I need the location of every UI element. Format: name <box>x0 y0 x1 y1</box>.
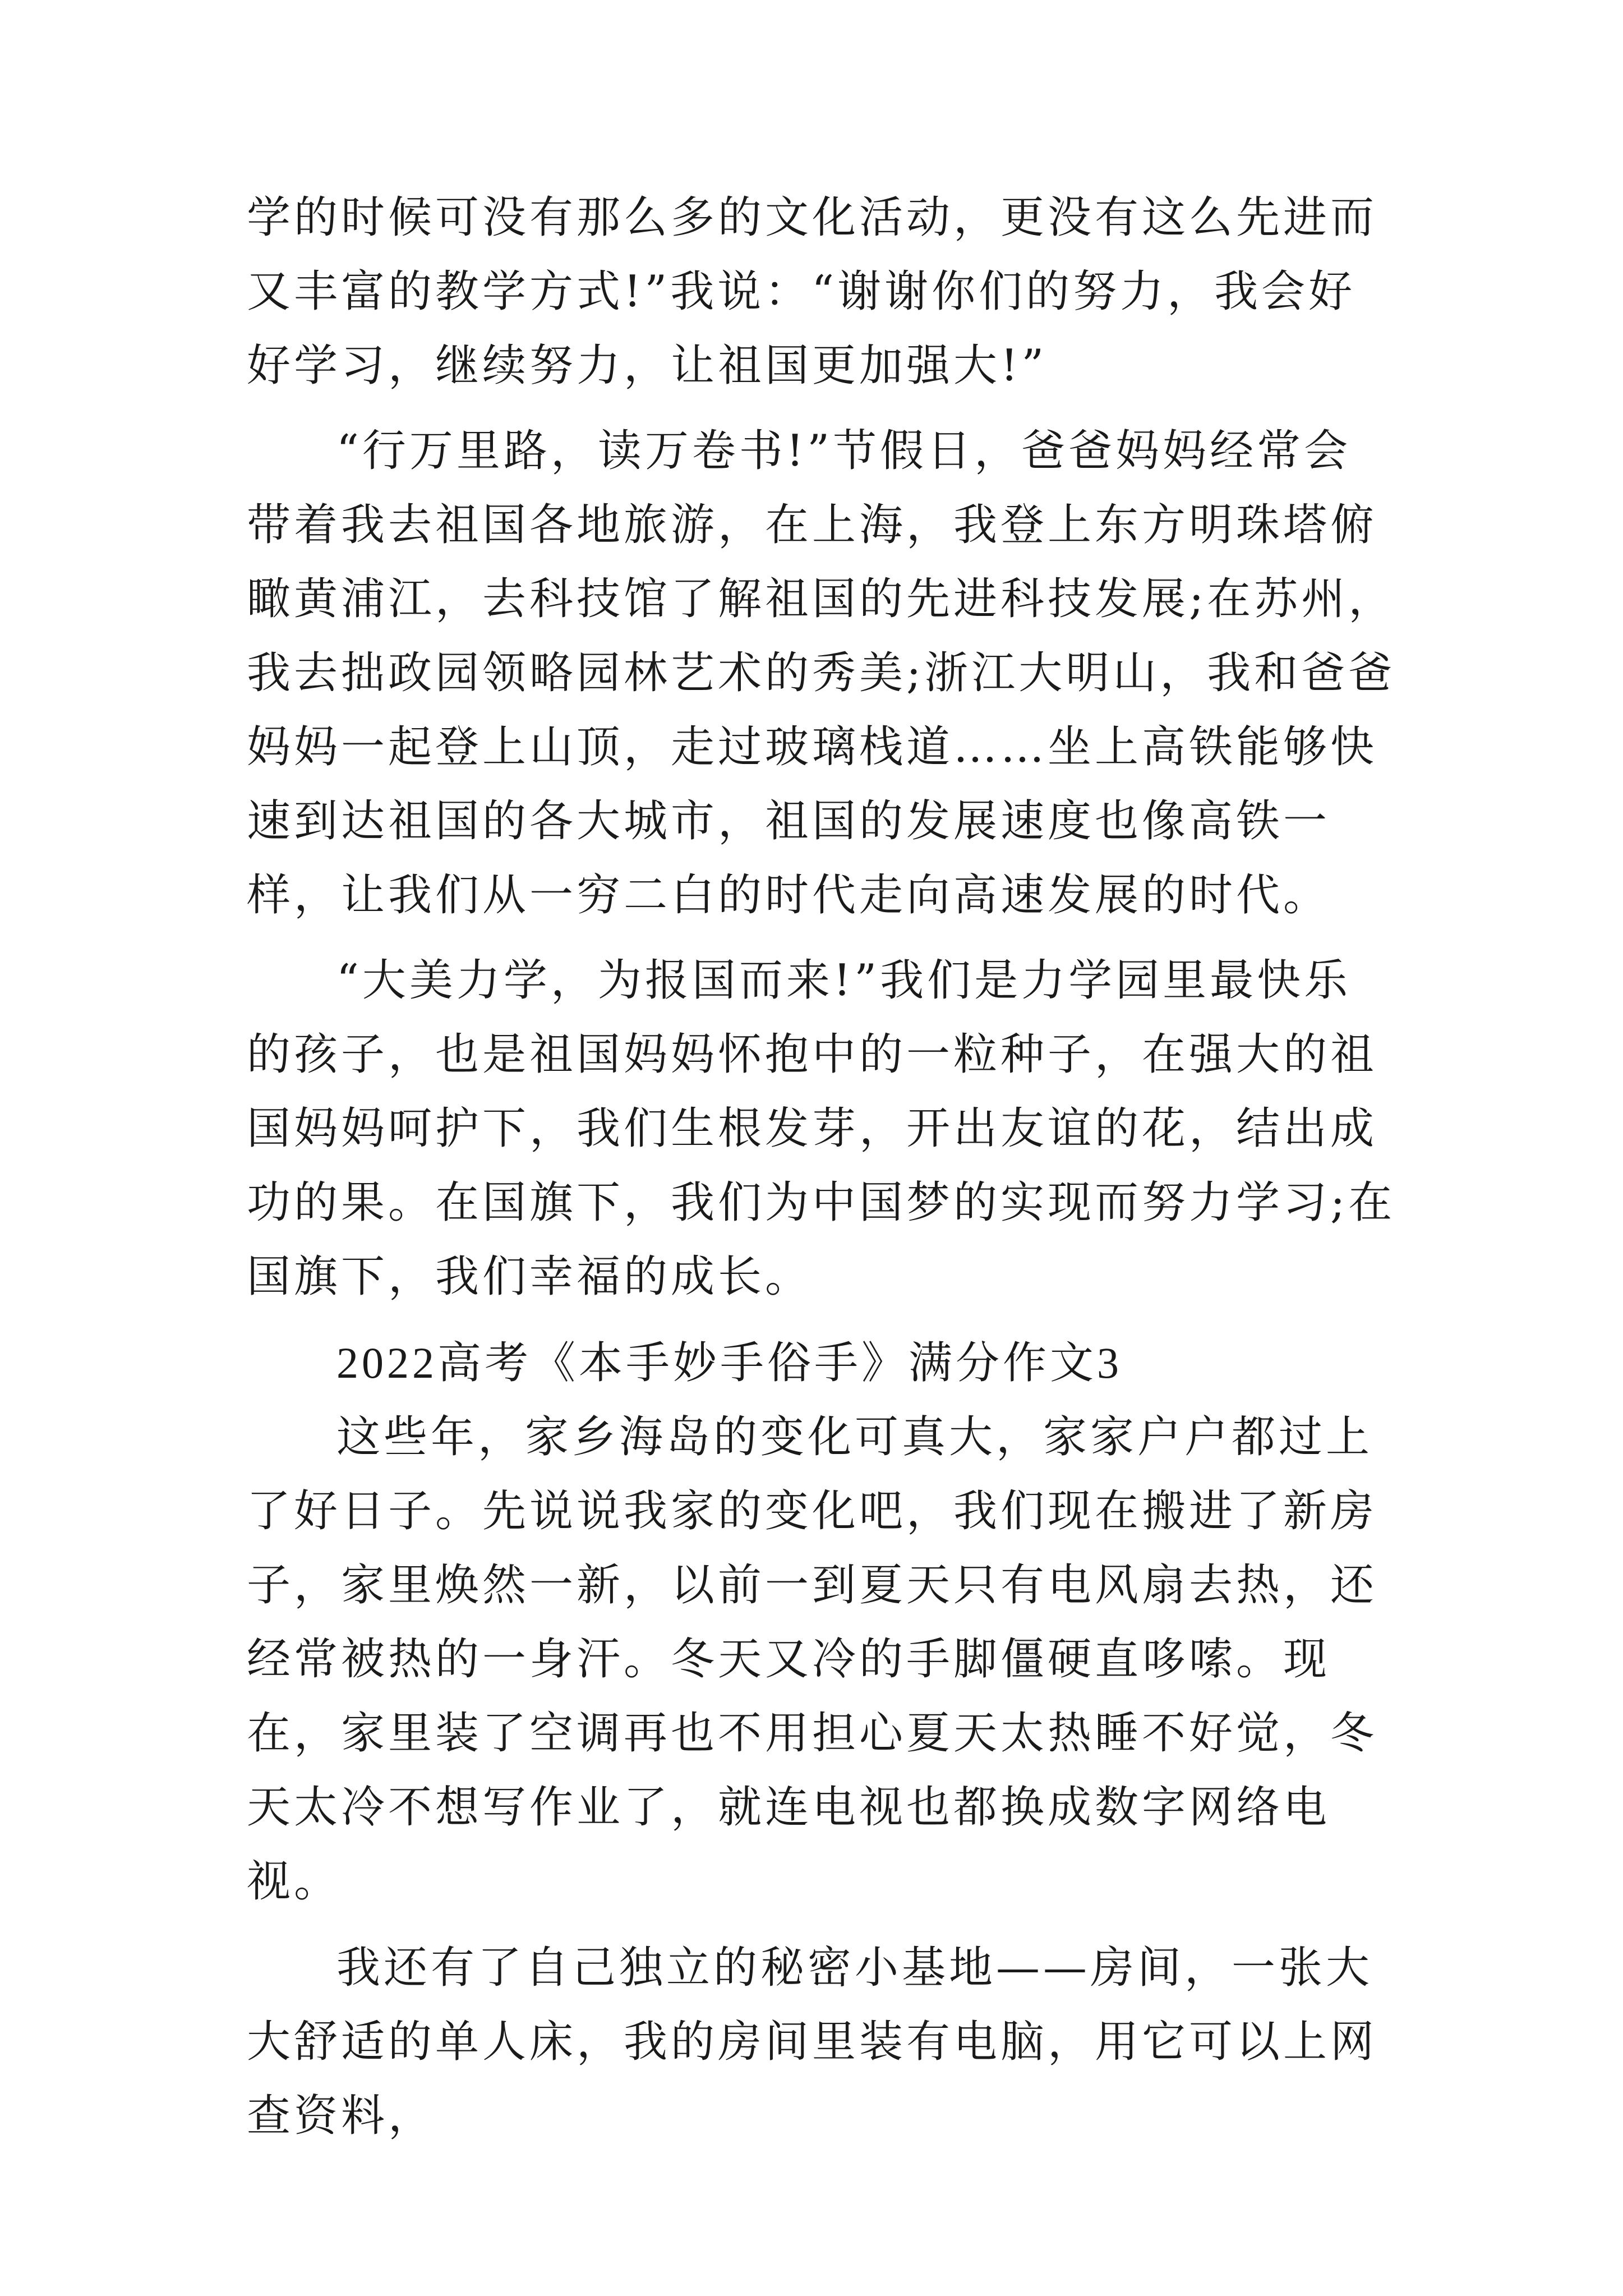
paragraph-room: 我还有了自己独立的秘密小基地——房间，一张大大舒适的单人床，我的房间里装有电脑，用它可以上网查资料， <box>247 1943 1378 2141</box>
paragraph-hometown: 这些年，家乡海岛的变化可真大，家家户户都过上了好日子。先说说我家的变化吧，我们现在搬进了新房子，家里焕然一新，以前一到夏天只有电风扇去热，还经常被热的一身汗。冬天又冷的手脚僵硬直哆嗦。现在，家里装了空调再也不用担心夏天太热睡不好觉，冬天太冷不想写作业了，就连电视也都换成数字网络电视。 <box>247 1412 1378 1907</box>
essay-heading: 2022高考《本手妙手俗手》满分作文3 <box>336 1338 1123 1387</box>
document-body <box>247 181 1396 2153</box>
paragraph-school: “大美力学，为报国而来!”我们是力学园里最快乐的孩子，也是祖国妈妈怀抱中的一粒种子，在强大的祖国妈妈呵护下，我们生根发芽，开出友谊的花，结出成功的果。在国旗下，我们为中国梦的实现而努力学习;在国旗下，我们幸福的成长。 <box>247 955 1396 1302</box>
paragraph-travel: “行万里路，读万卷书!”节假日，爸爸妈妈经常会带着我去祖国各地旅游，在上海，我登上东方明珠塔俯瞰黄浦江，去科技馆了解祖国的先进科技发展;在苏州，我去拙政园领略园林艺术的秀美;浙江大明山，我和爸爸妈妈一起登上山顶，走过玻璃栈道……坐上高铁能够快速到达祖国的各大城市，祖国的发展速度也像高铁一样，让我们从一穷二白的时代走向高速发展的时代。 <box>247 426 1396 921</box>
paragraph-continued: 学的时候可没有那么多的文化活动，更没有这么先进而又丰富的教学方式!”我说：“谢谢你们的努力，我会好好学习，继续努力，让祖国更加强大!” <box>247 192 1378 391</box>
